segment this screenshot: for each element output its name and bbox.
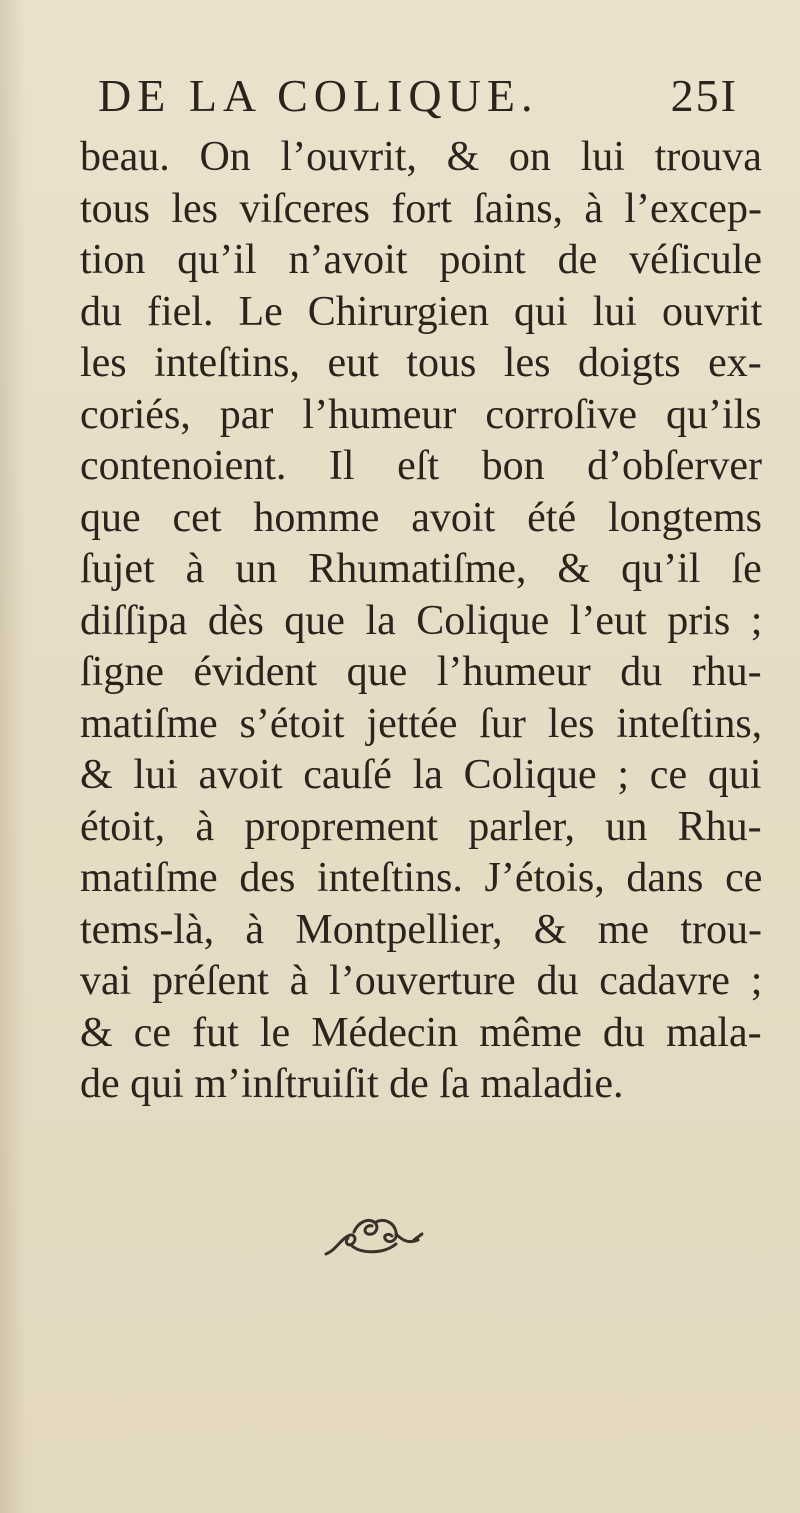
text-line: tous les viſceres fort ſains, à l’excep- (80, 185, 762, 232)
fleuron-ornament-icon (318, 1210, 428, 1270)
text-line: ſujet à un Rhumatiſme, & qu’il ſe (80, 546, 762, 592)
text-line: tion qu’il n’avoit point de véſicule (80, 237, 763, 283)
text-line: que cet homme avoit été longtems (80, 494, 762, 541)
body-text (40, 132, 762, 1111)
text-line: matiſme des inteſtins. J’étois, dans ce (80, 855, 763, 901)
running-title: DE LA COLIQUE. (98, 70, 539, 121)
text-line: matiſme s’étoit jettée ſur les inteſtins, (80, 700, 763, 747)
text-line: & ce fut le Médecin même du mala- (80, 1009, 762, 1056)
text-line: diſſipa dès que la Colique l’eut pris ; (80, 597, 763, 644)
text-line: tems-là, à Montpellier, & me trou- (80, 906, 762, 953)
text-line: coriés, par l’humeur corroſive qu’ils (80, 391, 762, 438)
text-line: les inteſtins, eut tous les doigts ex- (80, 340, 762, 386)
text-line: étoit, à proprement parler, un Rhu- (80, 803, 762, 850)
page-number: 25I (670, 70, 738, 121)
gutter-shadow (0, 0, 26, 1513)
page-header (98, 66, 738, 126)
text-line: du fiel. Le Chirurgien qui lui ouvrit (80, 288, 763, 335)
text-line: beau. On l’ouvrit, & on lui trouva (80, 134, 762, 180)
text-line: ſigne évident que l’humeur du rhu- (80, 649, 762, 695)
text-line: & lui avoit cauſé la Colique ; ce qui (80, 752, 762, 798)
text-line: de qui m’inſtruiſit de ſa maladie. (80, 1061, 624, 1107)
text-line: contenoient. Il eſt bon d’obſerver (80, 443, 762, 489)
text-line: vai préſent à l’ouverture du cadavre ; (80, 958, 763, 1004)
